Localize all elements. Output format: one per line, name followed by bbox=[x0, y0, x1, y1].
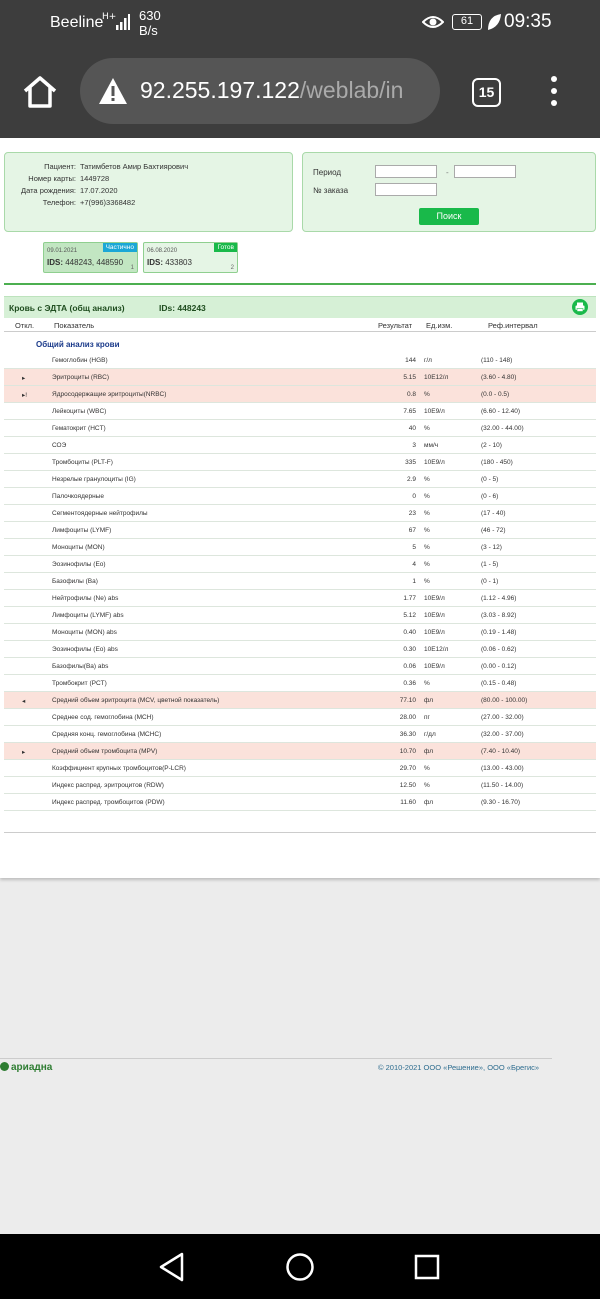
result-value: 40 bbox=[408, 425, 416, 432]
result-row bbox=[4, 658, 596, 675]
status-bar bbox=[0, 0, 600, 48]
more-menu-icon[interactable] bbox=[544, 76, 564, 110]
indicator-name: Индекс распред. эритроцитов (RDW) bbox=[52, 782, 164, 789]
result-row bbox=[4, 760, 596, 777]
browser-toolbar bbox=[0, 48, 600, 138]
result-unit: фл bbox=[424, 697, 433, 704]
indicator-name: Средняя конц. гемоглобина (MCHC) bbox=[52, 731, 162, 738]
deviation-flag: ▸! bbox=[22, 392, 28, 399]
result-unit: 10E9/л bbox=[424, 663, 445, 670]
indicator-name: Лимфоциты (LYMF) bbox=[52, 527, 112, 534]
result-row bbox=[4, 573, 596, 590]
reference-range: (180 - 450) bbox=[481, 459, 513, 466]
result-row bbox=[4, 743, 596, 760]
indicator-name: Лейкоциты (WBC) bbox=[52, 408, 107, 415]
result-unit: г/л bbox=[424, 357, 432, 364]
indicator-name: Моноциты (MON) bbox=[52, 544, 105, 551]
result-row bbox=[4, 522, 596, 539]
results-header bbox=[4, 296, 596, 318]
birth-date: 17.07.2020 bbox=[80, 186, 118, 195]
deviation-flag: ▸ bbox=[22, 749, 26, 756]
result-unit: % bbox=[424, 765, 430, 772]
result-unit: 10E9/л bbox=[424, 595, 445, 602]
indicator-name: Сегментоядерные нейтрофилы bbox=[52, 510, 148, 517]
result-row bbox=[4, 488, 596, 505]
print-icon[interactable] bbox=[572, 299, 588, 315]
eye-comfort-icon bbox=[422, 12, 444, 32]
col-result: Результат bbox=[378, 321, 413, 330]
reference-range: (32.00 - 44.00) bbox=[481, 425, 524, 432]
footer-divider bbox=[0, 1058, 552, 1059]
order-card-2[interactable] bbox=[143, 242, 238, 273]
result-unit: % bbox=[424, 510, 430, 517]
reference-range: (7.40 - 10.40) bbox=[481, 748, 521, 755]
result-unit: % bbox=[424, 391, 430, 398]
result-value: 144 bbox=[405, 357, 416, 364]
result-value: 10.70 bbox=[399, 748, 416, 755]
result-unit: % bbox=[424, 561, 430, 568]
col-reference: Реф.интервал bbox=[488, 321, 538, 330]
card-number: 1449728 bbox=[80, 174, 110, 183]
result-unit: % bbox=[424, 425, 430, 432]
result-unit: фл bbox=[424, 748, 433, 755]
result-unit: фл bbox=[424, 799, 433, 806]
card-number-label: Номер карты: bbox=[28, 174, 76, 183]
result-value: 0.06 bbox=[403, 663, 416, 670]
result-unit: 10E12/л bbox=[424, 646, 449, 653]
reference-range: (0 - 6) bbox=[481, 493, 499, 500]
result-value: 36.30 bbox=[399, 731, 416, 738]
indicator-name: Базофилы(Ba) abs bbox=[52, 663, 109, 670]
indicator-name: Эритроциты (RBC) bbox=[52, 374, 109, 381]
result-row bbox=[4, 777, 596, 794]
result-value: 77.10 bbox=[399, 697, 416, 704]
result-value: 4 bbox=[412, 561, 416, 568]
indicator-name: Базофилы (Ba) bbox=[52, 578, 98, 585]
back-icon[interactable] bbox=[158, 1252, 186, 1282]
leaf-icon bbox=[486, 12, 502, 32]
result-unit: 10E9/л bbox=[424, 408, 445, 415]
battery-icon: 61 bbox=[452, 14, 482, 30]
table-end-divider bbox=[4, 832, 596, 833]
result-value: 0.36 bbox=[403, 680, 416, 687]
result-row bbox=[4, 369, 596, 386]
result-row bbox=[4, 352, 596, 369]
result-unit: % bbox=[424, 680, 430, 687]
result-row bbox=[4, 675, 596, 692]
reference-range: (110 - 148) bbox=[481, 357, 513, 364]
col-indicator: Показатель bbox=[54, 321, 95, 330]
indicator-name: Палочкоядерные bbox=[52, 493, 104, 500]
result-unit: 10E9/л bbox=[424, 629, 445, 636]
result-row bbox=[4, 624, 596, 641]
phone-label: Телефон: bbox=[42, 198, 76, 207]
result-row bbox=[4, 420, 596, 437]
reference-range: (3 - 12) bbox=[481, 544, 502, 551]
result-unit: % bbox=[424, 782, 430, 789]
signal-icon bbox=[102, 10, 130, 32]
order-index: 1 bbox=[130, 265, 134, 271]
reference-range: (46 - 72) bbox=[481, 527, 506, 534]
period-from-input[interactable] bbox=[375, 165, 437, 178]
patient-info-panel bbox=[4, 152, 293, 232]
result-row bbox=[4, 539, 596, 556]
home-circle-icon[interactable] bbox=[285, 1252, 315, 1282]
reference-range: (6.60 - 12.40) bbox=[481, 408, 521, 415]
result-row bbox=[4, 794, 596, 811]
indicator-name: Эозинофилы (Eo) bbox=[52, 561, 106, 568]
clock: 09:35 bbox=[504, 11, 552, 32]
address-bar[interactable] bbox=[80, 58, 440, 124]
indicator-name: Гемоглобин (HGB) bbox=[52, 357, 108, 364]
patient-name: Татимбетов Амир Бахтиярович bbox=[80, 162, 189, 171]
results-column-headers bbox=[4, 318, 596, 332]
search-panel bbox=[302, 152, 596, 232]
result-unit: г/дл bbox=[424, 731, 436, 738]
result-value: 0.8 bbox=[406, 391, 416, 398]
reference-range: (80.00 - 100.00) bbox=[481, 697, 528, 704]
result-unit: 10E9/л bbox=[424, 459, 445, 466]
result-value: 2.9 bbox=[406, 476, 416, 483]
birth-date-label: Дата рождения: bbox=[21, 186, 76, 195]
col-deviation: Откл. bbox=[15, 321, 35, 330]
reference-range: (13.00 - 43.00) bbox=[481, 765, 524, 772]
reference-range: (0.15 - 0.48) bbox=[481, 680, 517, 687]
result-value: 7.65 bbox=[403, 408, 416, 415]
android-nav-bar bbox=[0, 1234, 600, 1299]
reference-range: (1.12 - 4.96) bbox=[481, 595, 517, 602]
url-text[interactable]: 92.255.197.122/weblab/in bbox=[140, 77, 404, 103]
reference-range: (1 - 5) bbox=[481, 561, 499, 568]
result-value: 1.77 bbox=[403, 595, 416, 602]
order-status-badge: Частично bbox=[103, 243, 137, 252]
result-row bbox=[4, 505, 596, 522]
result-row bbox=[4, 641, 596, 658]
result-value: 335 bbox=[405, 459, 416, 466]
search-button[interactable]: Поиск bbox=[419, 208, 479, 225]
result-unit: % bbox=[424, 493, 430, 500]
order-card-1[interactable] bbox=[43, 242, 138, 273]
result-value: 12.50 bbox=[399, 782, 416, 789]
result-value: 5.15 bbox=[403, 374, 416, 381]
indicator-name: Средний объем эритроцита (MCV, цветной показатель) bbox=[52, 697, 220, 704]
order-ids: IDS: 448243, 448590 bbox=[47, 258, 124, 267]
reference-range: (17 - 40) bbox=[481, 510, 506, 517]
indicator-name: Тромбокрит (PCT) bbox=[52, 680, 107, 687]
result-unit: % bbox=[424, 476, 430, 483]
period-dash: - bbox=[446, 168, 449, 177]
result-value: 28.00 bbox=[399, 714, 416, 721]
result-unit: пг bbox=[424, 714, 430, 721]
result-unit: 10E12/л bbox=[424, 374, 449, 381]
reference-range: (3.60 - 4.80) bbox=[481, 374, 517, 381]
order-status-badge: Готов bbox=[214, 243, 237, 252]
indicator-name: Эозинофилы (Eo) abs bbox=[52, 646, 118, 653]
result-value: 23 bbox=[408, 510, 416, 517]
indicator-name: СОЭ bbox=[52, 442, 67, 449]
indicator-name: Коэффициент крупных тромбоцитов(P-LCR) bbox=[52, 765, 186, 772]
results-ids: IDs: 448243 bbox=[159, 303, 206, 313]
reference-range: (0 - 1) bbox=[481, 578, 499, 585]
reference-range: (2 - 10) bbox=[481, 442, 502, 449]
reference-range: (0.19 - 1.48) bbox=[481, 629, 517, 636]
reference-range: (32.00 - 37.00) bbox=[481, 731, 524, 738]
result-value: 29.70 bbox=[399, 765, 416, 772]
result-row bbox=[4, 437, 596, 454]
network-speed: 630 B/s bbox=[139, 8, 161, 38]
reference-range: (11.50 - 14.00) bbox=[481, 782, 524, 789]
result-value: 5 bbox=[412, 544, 416, 551]
result-value: 0.40 bbox=[403, 629, 416, 636]
results-table bbox=[4, 352, 596, 811]
result-value: 0 bbox=[412, 493, 416, 500]
result-row bbox=[4, 454, 596, 471]
result-unit: 10E9/л bbox=[424, 612, 445, 619]
result-row bbox=[4, 692, 596, 709]
result-row bbox=[4, 590, 596, 607]
reference-range: (0.0 - 0.5) bbox=[481, 391, 510, 398]
result-row bbox=[4, 709, 596, 726]
order-index: 2 bbox=[230, 265, 234, 271]
deviation-flag: ◂ bbox=[22, 698, 26, 705]
patient-name-label: Пациент: bbox=[44, 162, 76, 171]
result-unit: мм/ч bbox=[424, 442, 439, 449]
indicator-name: Гематокрит (HCT) bbox=[52, 425, 106, 432]
results-group-title: Общий анализ крови bbox=[36, 340, 120, 349]
result-unit: % bbox=[424, 527, 430, 534]
indicator-name: Лимфоциты (LYMF) abs bbox=[52, 612, 124, 619]
reference-range: (0.06 - 0.62) bbox=[481, 646, 517, 653]
result-row bbox=[4, 556, 596, 573]
logo-mark-icon bbox=[0, 1062, 9, 1071]
result-row bbox=[4, 726, 596, 743]
recent-apps-icon[interactable] bbox=[414, 1254, 440, 1280]
result-value: 3 bbox=[412, 442, 416, 449]
result-row bbox=[4, 607, 596, 624]
result-value: 67 bbox=[408, 527, 416, 534]
section-divider bbox=[4, 283, 596, 285]
result-row bbox=[4, 386, 596, 403]
indicator-name: Тромбоциты (PLT-F) bbox=[52, 459, 113, 466]
copyright: © 2010-2021 ООО «Решение», ООО «Брегис» bbox=[378, 1063, 540, 1072]
order-number-label: № заказа bbox=[313, 186, 349, 195]
result-value: 0.30 bbox=[403, 646, 416, 653]
warning-icon[interactable] bbox=[98, 77, 128, 105]
results-title: Кровь с ЭДТА (общ анализ) bbox=[9, 303, 125, 313]
reference-range: (3.03 - 8.92) bbox=[481, 612, 517, 619]
indicator-name: Моноциты (MON) abs bbox=[52, 629, 117, 636]
indicator-name: Индекс распред. тромбоцитов (PDW) bbox=[52, 799, 165, 806]
result-value: 11.60 bbox=[400, 799, 416, 806]
indicator-name: Средний объем тромбоцита (MPV) bbox=[52, 748, 158, 755]
result-unit: % bbox=[424, 544, 430, 551]
page-content bbox=[0, 138, 600, 878]
reference-range: (27.00 - 32.00) bbox=[481, 714, 524, 721]
indicator-name: Незрелые гранулоциты (IG) bbox=[52, 476, 136, 483]
result-row bbox=[4, 403, 596, 420]
tabs-count-button[interactable]: 15 bbox=[472, 78, 501, 107]
order-number-input[interactable] bbox=[375, 183, 437, 196]
phone: +7(996)3368482 bbox=[80, 198, 136, 207]
order-date: 09.01.2021 bbox=[47, 248, 78, 254]
period-to-input[interactable] bbox=[454, 165, 516, 178]
reference-range: (0.00 - 0.12) bbox=[481, 663, 517, 670]
indicator-name: Ядросодержащие эритроциты(NRBC) bbox=[52, 391, 167, 398]
indicator-name: Среднее сод. гемоглобина (MCH) bbox=[52, 714, 154, 721]
result-value: 1 bbox=[412, 578, 416, 585]
indicator-name: Нейтрофилы (Ne) abs bbox=[52, 595, 119, 602]
col-unit: Ед.изм. bbox=[426, 321, 453, 330]
order-ids: IDS: 433803 bbox=[147, 258, 192, 267]
home-icon[interactable] bbox=[22, 74, 58, 110]
reference-range: (0 - 5) bbox=[481, 476, 499, 483]
carrier-name: Beeline bbox=[50, 14, 104, 31]
deviation-flag: ▸ bbox=[22, 375, 26, 382]
result-unit: % bbox=[424, 578, 430, 585]
ariadna-logo: ариадна bbox=[0, 1062, 52, 1073]
period-label: Период bbox=[313, 168, 342, 177]
result-row bbox=[4, 471, 596, 488]
result-value: 5.12 bbox=[403, 612, 416, 619]
reference-range: (9.30 - 16.70) bbox=[481, 799, 521, 806]
order-date: 06.08.2020 bbox=[147, 248, 178, 254]
svg-text:H+: H+ bbox=[102, 12, 117, 22]
